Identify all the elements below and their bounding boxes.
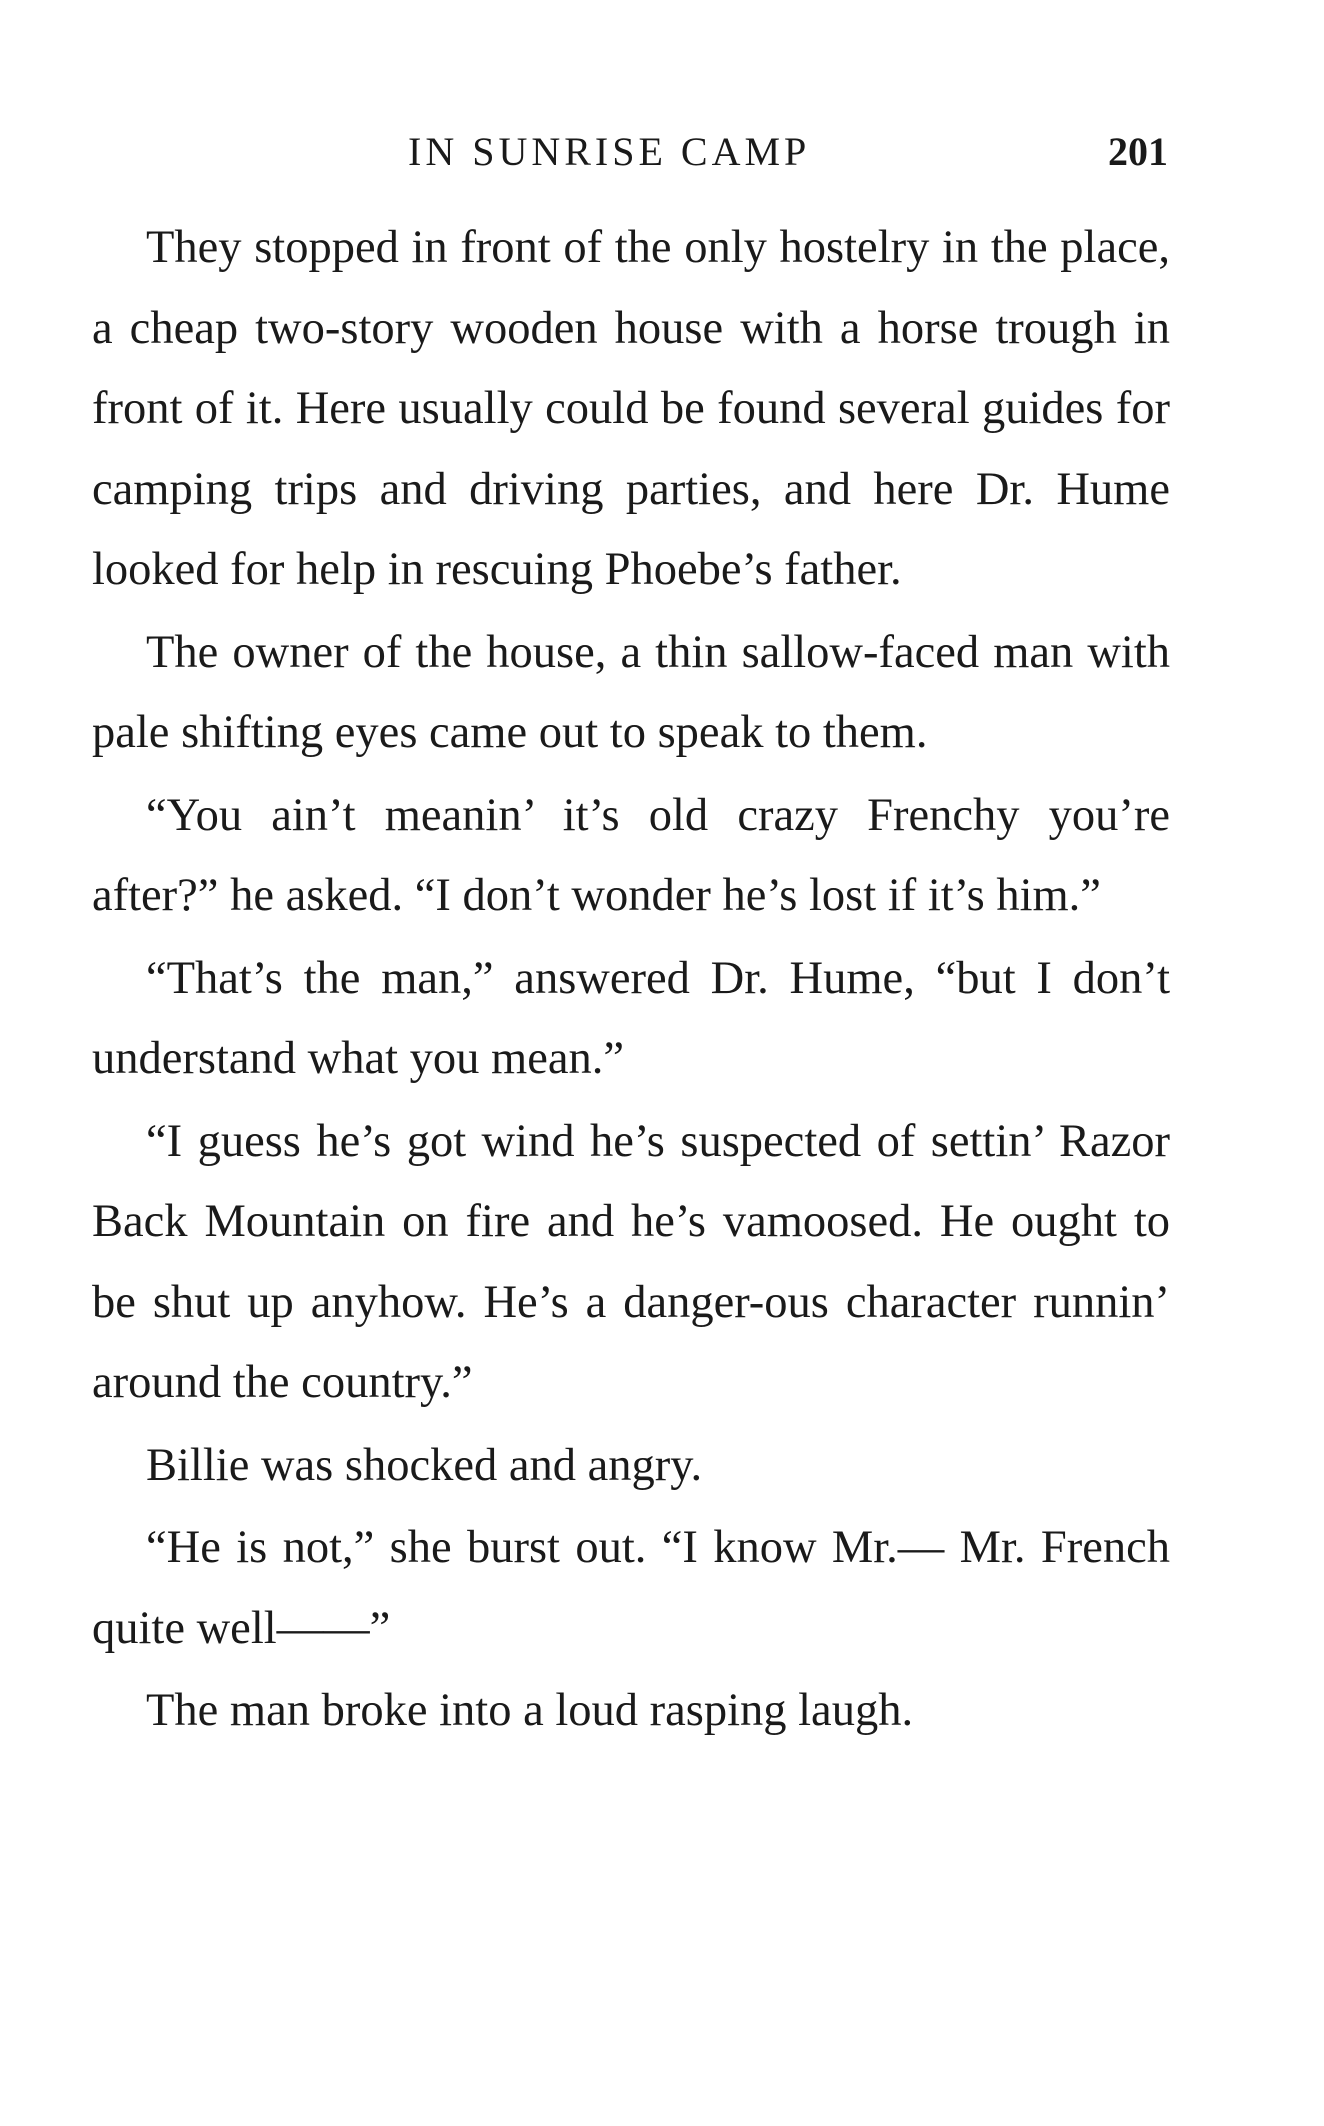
paragraph-hume-reply: “That’s the man,” answered Dr. Hume, “but I don’t understand what you mean.”	[92, 952, 1170, 1084]
running-header	[88, 120, 1168, 180]
paragraph-billie-protest: “He is not,” she burst out. “I know Mr.— Mr. French quite well——”	[92, 1522, 1170, 1654]
page-number: 201	[1108, 129, 1168, 174]
paragraph-suspicion: “I guess he’s got wind he’s suspected of settin’ Razor Back Mountain on fire and he’s vamoosed. He ought to be shut up anyhow. He’s a danger-ous character runnin’ around the country.”	[92, 1115, 1170, 1408]
paragraph-man-laughs: The man broke into a loud rasping laugh.	[146, 1685, 914, 1736]
paragraph-owner: The owner of the house, a thin sallow-faced man with pale shifting eyes came out to speak to them.	[92, 626, 1170, 758]
body-text	[92, 208, 1170, 1754]
paragraph-frenchy-question: “You ain’t meanin’ it’s old crazy Frenchy you’re after?” he asked. “I don’t wonder he’s lost if it’s him.”	[92, 789, 1170, 921]
paragraph-billie-shocked: Billie was shocked and angry.	[146, 1439, 703, 1491]
paragraph-hostelry: They stopped in front of the only hostelry in the place, a cheap two-story wooden house with a horse trough in front of it. Here usually could be found several guides for camping trips and driving parties, and here Dr. Hume looked for help in rescuing Phoebe’s father.	[92, 222, 1170, 595]
running-title: IN SUNRISE CAMP	[408, 129, 811, 174]
